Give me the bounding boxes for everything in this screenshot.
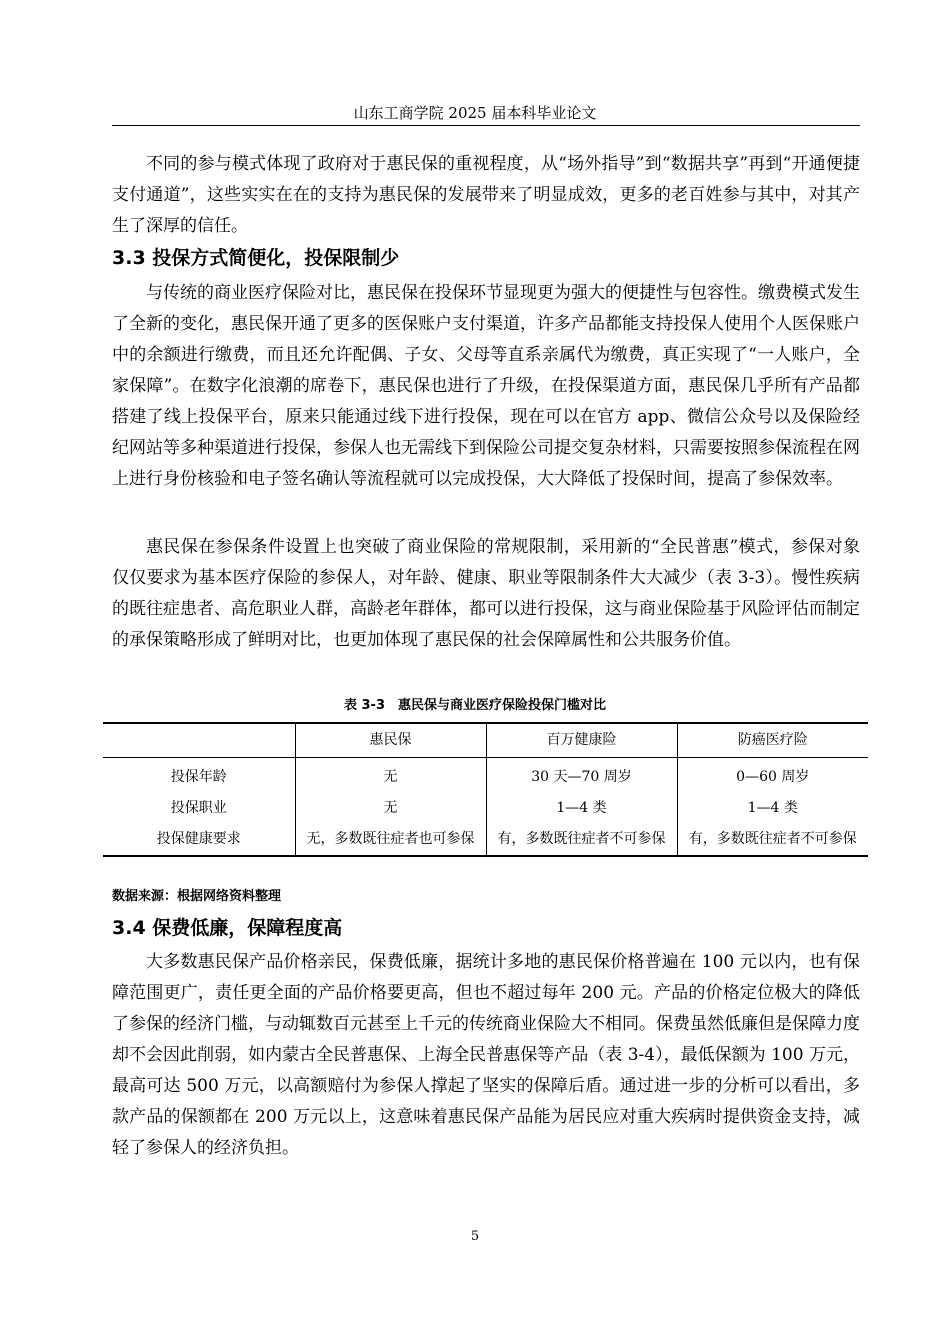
paragraph-inclusive-conditions: 惠民保在参保条件设置上也突破了商业保险的常规限制，采用新的“全民普惠”模式，参保对象仅仅要求为基本医疗保险的参保人，对年龄、健康、职业等限制条件大大减少（表 3-3）。慢性疾病的既往症患者、高危职业人群，高龄老年群体，都可以进行投保，这与商业保险基于风险评估而制定的承保策略形成了鲜明对比，也更加体现了惠民保的社会保障属性和公共服务价值。 — [112, 537, 860, 650]
section-heading-3-4: 3.4 保费低廉，保障程度高 — [112, 917, 343, 939]
header-divider — [112, 125, 860, 126]
table-cell: 0—60 周岁 — [677, 758, 868, 794]
paragraph-participation-modes: 不同的参与模式体现了政府对于惠民保的重视程度，从“场外指导”到“数据共享”再到“开通便捷支付通道”，这些实实在在的支持为惠民保的发展带来了明显成效，更多的老百姓参与其中，对其产生了深厚的信任。 — [112, 154, 860, 236]
table-header-cell — [103, 723, 295, 758]
table-cell: 无，多数既往症者也可参保 — [295, 824, 486, 856]
table-header-cell: 防癌医疗险 — [677, 723, 868, 758]
table-row-label: 投保职业 — [170, 800, 227, 816]
table-row — [103, 824, 868, 856]
table-cell: 1—4 类 — [677, 793, 868, 824]
running-header: 山东工商学院 2025 届本科毕业论文 — [353, 104, 597, 122]
threshold-comparison-table — [103, 722, 868, 857]
table-row-label: 投保年龄 — [170, 769, 227, 785]
data-source-note: 数据来源：根据网络资料整理 — [112, 889, 282, 904]
page-number: 5 — [470, 1229, 480, 1244]
section-heading-3-3: 3.3 投保方式简便化，投保限制少 — [112, 247, 400, 269]
table-row-label: 投保健康要求 — [156, 831, 241, 847]
table-cell: 有，多数既往症者不可参保 — [677, 824, 868, 856]
table-header-cell: 惠民保 — [295, 723, 486, 758]
table-caption: 表 3-3 惠民保与商业医疗保险投保门槛对比 — [343, 698, 606, 713]
table-row — [103, 793, 868, 824]
table-row — [103, 758, 868, 794]
paragraph-low-premium: 大多数惠民保产品价格亲民，保费低廉，据统计多地的惠民保价格普遍在 100 元以内，也有保障范围更广，责任更全面的产品价格要更高，但也不超过每年 200 元。产品的价格定位极大的降低了参保的经济门槛，与动辄数百元甚至上千元的传统商业保险大不相同。保费虽然低廉但是保障力度却不会因此削弱，如内蒙古全民普惠保、上海全民普惠保等产品（表 3-4），最低保额为 100 万元，最高可达 500 万元，以高额赔付为参保人撑起了坚实的保障后盾。通过进一步的分析可以看出，多款产品的保额都在 200 万元以上，这意味着惠民保产品能为居民应对重大疾病时提供资金支持，减轻了参保人的经济负担。 — [112, 952, 860, 1158]
table-cell: 有，多数既往症者不可参保 — [486, 824, 677, 856]
table-header-row — [103, 723, 868, 758]
table-cell: 无 — [295, 758, 486, 794]
table-cell: 1—4 类 — [486, 793, 677, 824]
table-cell: 无 — [295, 793, 486, 824]
paragraph-convenience: 与传统的商业医疗保险对比，惠民保在投保环节显现更为强大的便捷性与包容性。缴费模式发生了全新的变化，惠民保开通了更多的医保账户支付渠道，许多产品都能支持投保人使用个人医保账户中的余额进行缴费，而且还允许配偶、子女、父母等直系亲属代为缴费，真正实现了“一人账户，全家保障”。在数字化浪潮的席卷下，惠民保也进行了升级，在投保渠道方面，惠民保几乎所有产品都搭建了线上投保平台，原来只能通过线下进行投保，现在可以在官方 app、微信公众号以及保险经纪网站等多种渠道进行投保，参保人也无需线下到保险公司提交复杂材料，只需要按照参保流程在网上进行身份核验和电子签名确认等流程就可以完成投保，大大降低了投保时间，提高了参保效率。 — [112, 283, 860, 489]
table-header-cell: 百万健康险 — [486, 723, 677, 758]
table-cell: 30 天—70 周岁 — [486, 758, 677, 794]
